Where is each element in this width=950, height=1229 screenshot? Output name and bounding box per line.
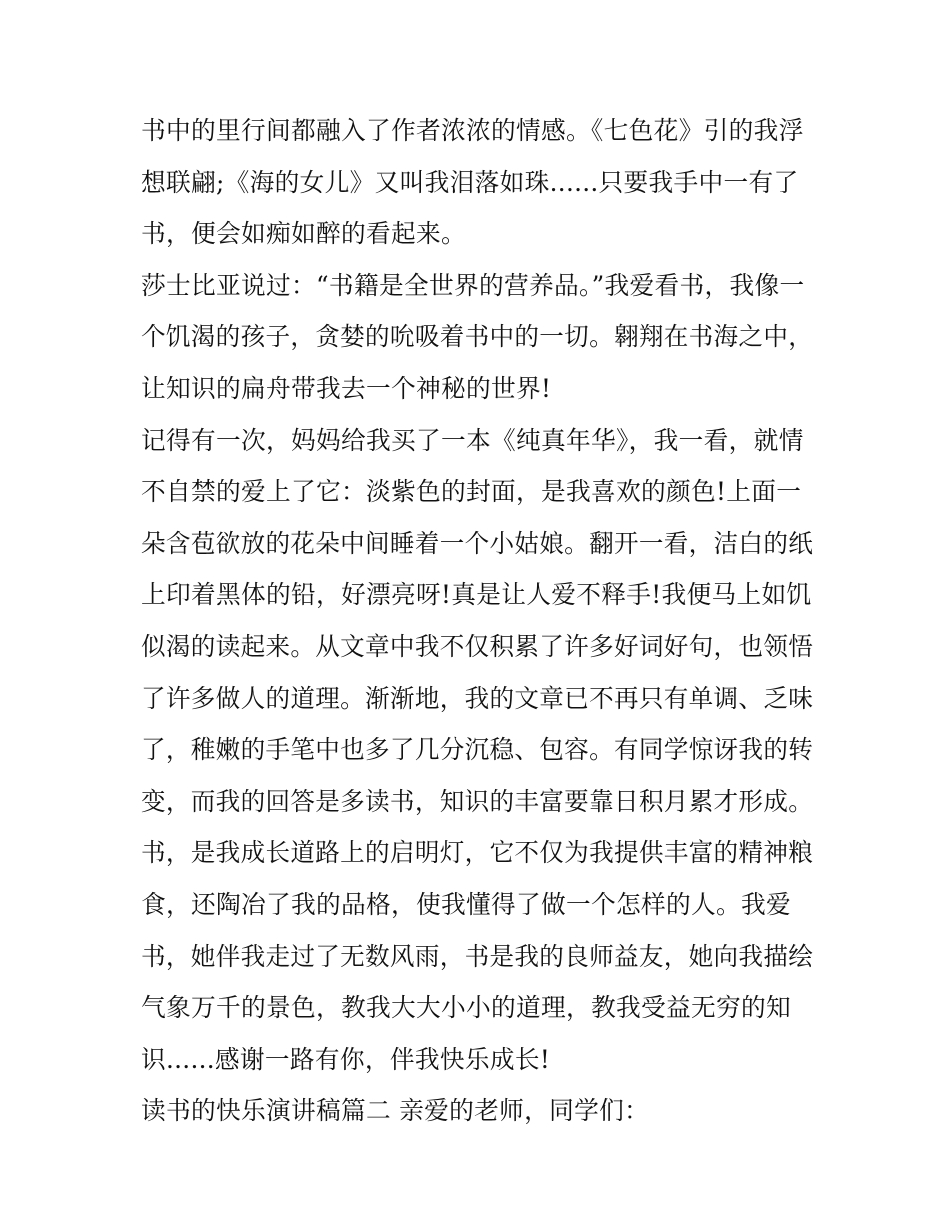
text-line: 书，她伴我走过了无数风雨，书是我的良师益友，她向我描绘 bbox=[141, 941, 814, 971]
text-line: 书，便会如痴如醉的看起来。 bbox=[141, 219, 467, 249]
text-line: 书，是我成长道路上的启明灯，它不仅为我提供丰富的精神粮 bbox=[141, 838, 814, 868]
section-heading: 读书的快乐演讲稿篇二 亲爱的老师，同学们： bbox=[141, 1096, 650, 1126]
text-line: 书中的里行间都融入了作者浓浓的情感。《七色花》引的我浮 bbox=[141, 116, 804, 145]
text-line: 莎士比亚说过：“书籍是全世界的营养品。”我爱看书，我像一 bbox=[141, 270, 805, 300]
text-line: 食，还陶冶了我的品格，使我懂得了做一个怎样的人。我爱 bbox=[141, 889, 792, 919]
text-line: 气象万千的景色，教我大大小小的道理，教我受益无穷的知 bbox=[141, 993, 792, 1023]
document-body bbox=[141, 105, 821, 1137]
text-line: 似渴的读起来。从文章中我不仅积累了许多好词好句，也领悟 bbox=[141, 631, 814, 661]
text-line: 朵含苞欲放的花朵中间睡着一个小姑娘。翻开一看，洁白的纸 bbox=[141, 528, 814, 558]
text-line: 记得有一次，妈妈给我买了一本《纯真年华》，我一看，就情 bbox=[141, 425, 804, 455]
text-line: 变，而我的回答是多读书，知识的丰富要靠日积月累才形成。 bbox=[141, 786, 814, 816]
text-line: 个饥渴的孩子，贪婪的吮吸着书中的一切。翱翔在书海之中， bbox=[141, 322, 814, 352]
text-line: 上印着黑体的铅，好漂亮呀!真是让人爱不释手!我便马上如饥 bbox=[141, 580, 812, 610]
text-line: 想联翩;《海的女儿》又叫我泪落如珠......只要我手中一有了 bbox=[141, 167, 799, 197]
text-line: 让知识的扁舟带我去一个神秘的世界! bbox=[141, 373, 552, 403]
text-line: 识......感谢一路有你，伴我快乐成长! bbox=[141, 1044, 551, 1074]
text-line: 不自禁的爱上了它：淡紫色的封面，是我喜欢的颜色!上面一 bbox=[141, 477, 802, 507]
text-line: 了，稚嫩的手笔中也多了几分沉稳、包容。有同学惊讶我的转 bbox=[141, 735, 814, 765]
text-line: 了许多做人的道理。渐渐地，我的文章已不再只有单调、乏味 bbox=[141, 683, 814, 713]
